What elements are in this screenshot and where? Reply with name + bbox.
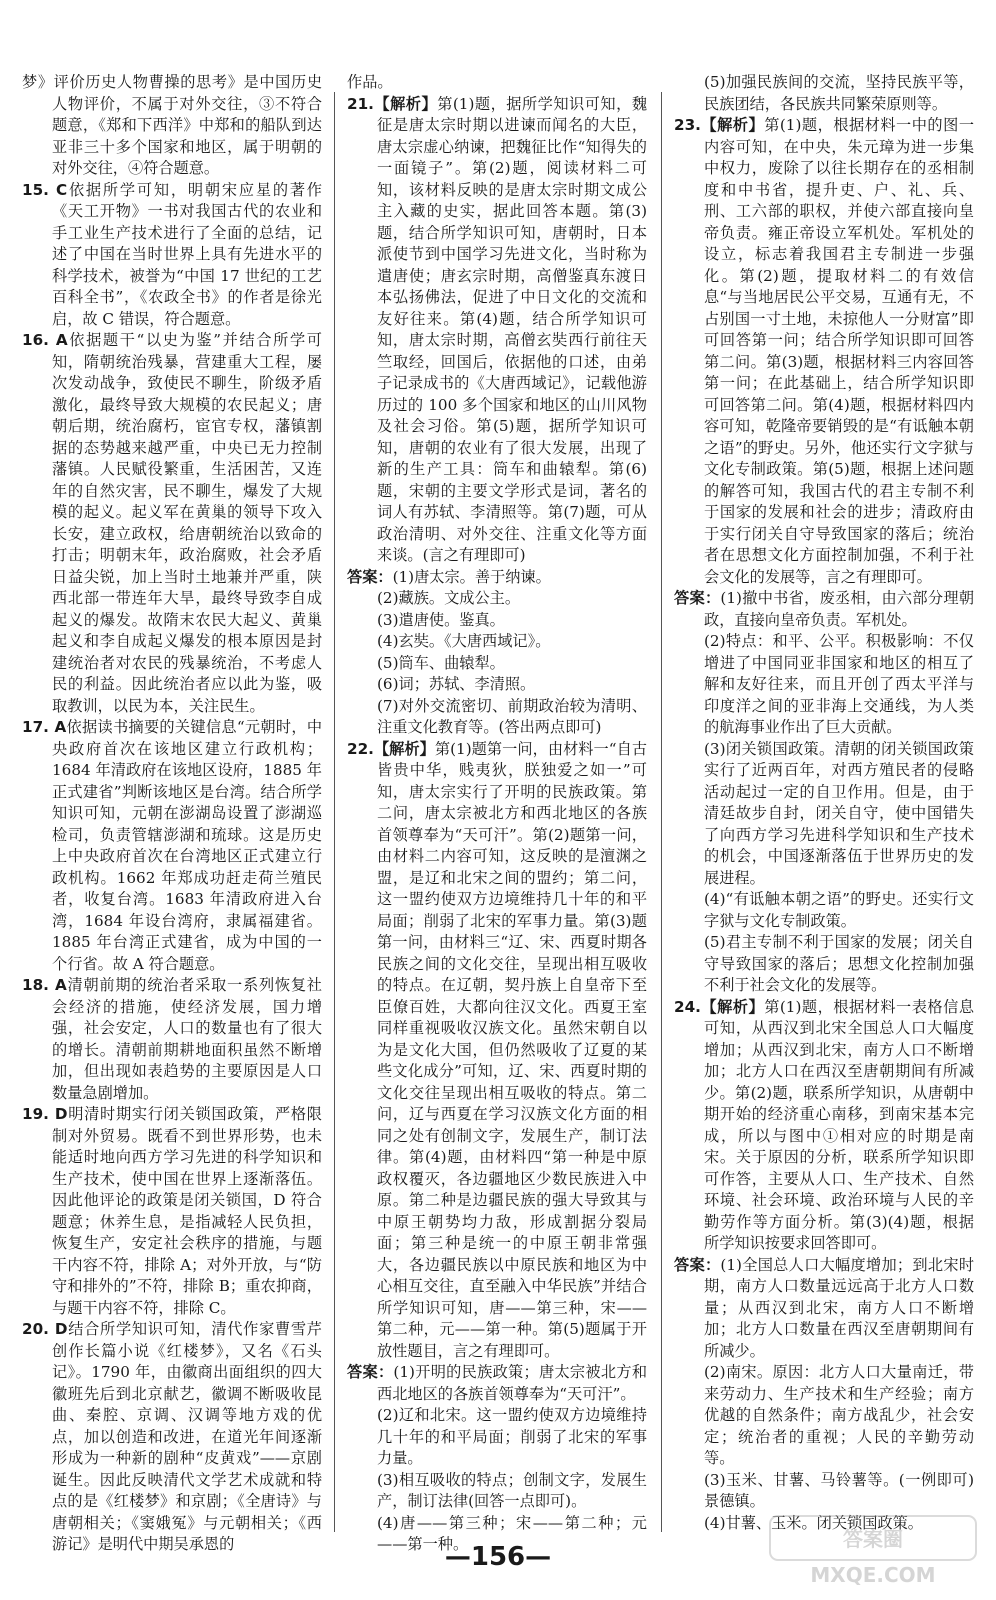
answer-label: 答案： — [347, 567, 393, 586]
question-item — [347, 739, 647, 1363]
answer-subitem: (4)“有诋触本朝之语”的野史。还实行文字狱与文化专制政策。 — [704, 890, 974, 930]
continued-text: 作品。 — [347, 73, 393, 91]
question-number: 19. D — [22, 1105, 68, 1123]
answer-label: 答案： — [347, 1363, 394, 1381]
column-middle — [347, 72, 648, 1553]
answer-subitem: (4)甘薯、玉米。闭关锁国政策。 — [704, 1513, 923, 1532]
question-text: 第(1)题，根据材料一表格信息可知，从西汉到北宋全国总人口大幅度增加；从西汉到北宋，南方人口不断增加；北方人口在西汉至唐朝期间有所减少。第(2)题，联系所学知识，从唐朝中期开始的经济重心南移，到南宋基本完成，所以与图中①相对应的时期是南宋。关于原因的分析，联系所学知识即可作答，主要从人口、生产技术、自然环境、社会环境、政治环境与人民的辛勤劳作等方面分析。第(3)(4)题，根据所学知识按要求回答即可。 — [704, 997, 975, 1252]
question-text: 结合所学知识可知，清代作家曹雪芹创作长篇小说《红楼梦》，又名《石头记》。1790 年，由徽商出面组织的四大徽班先后到北京献艺，徽调不断吸收昆曲、秦腔、京调、汉调等地方戏的优点，加以创造和改进，在道光年间逐渐形成为一种新的剧种“皮黄戏”——京剧诞生。因此反映清代文学艺术成就和特点的是《红楼梦》和京剧；《全唐诗》与唐朝相关；《窦娥冤》与元朝相关；《西游记》是明代中期吴承恩的 — [52, 1320, 322, 1553]
question-text: 明清时期实行闭关锁国政策，严格限制对外贸易。既看不到世界形势，也未能适时地向西方学习先进的科学知识和生产技术，使中国在世界上逐渐落伍。因此他评论的政策是闭关锁国，D 符合题意；休养生息，是指减轻人民负担，恢复生产，安定社会秩序的措施，与题干内容不符，排除 A；对外开放，与“防守和排外的”不符，排除 B；重农抑商，与题干内容不符，排除 C。 — [52, 1105, 322, 1317]
answer-item — [674, 1255, 974, 1363]
answer-subitem: (5)筒车、曲辕犁。 — [377, 653, 505, 672]
question-number: 20. D — [22, 1320, 68, 1338]
question-text: 第(1)题，据所学知识可知，魏征是唐太宗时期以进谏而闻名的大臣，唐太宗虚心纳谏，把魏征比作“知得失的一面镜子”。第(2)题，阅读材料二可知，该材料反映的是唐太宗时期文成公主入藏的史实，据此回答本题。第(3)题，结合所学知识可知，唐朝时，日本派使节到中国学习先进文化，当时称为遣唐使；唐玄宗时期，高僧鉴真东渡日本弘扬佛法，促进了中日文化的交流和友好往来。第(4)题，结合所学知识可知，唐太宗时期，高僧玄奘西行前往天竺取经，回国后，依据他的口述，由弟子记录成书的《大唐西域记》，记载他游历过的 100 多个国家和地区的山川风物及社会习俗。第(5)题，据所学知识可知，唐朝的农业有了很大发展，出现了新的生产工具：筒车和曲辕犁。第(6)题，宋朝的主要文学形式是词，著名的词人有苏轼、李清照等。第(7)题，可从政治清明、对外交往、注重文化等方面来谈。(言之有理即可) — [377, 94, 648, 564]
question-text: 依据题干“以史为鉴”并结合所学可知，隋朝统治残暴，营建重大工程，屡次发动战争，致使民不聊生，阶级矛盾激化，最终导致大规模的农民起义；唐朝后期，统治腐朽，宦官专权，藩镇割据的态势越来越严重，中央已无力控制藩镇。人民赋役繁重，生活困苦，又连年的自然灾害，民不聊生，爆发了大规模的起义。起义军在黄巢的领导下攻入长安，建立政权，给唐朝统治以致命的打击；明朝末年，政治腐败，社会矛盾日益尖锐，加上当时土地兼并严重，陕西北部一带连年大旱，最终导致李自成起义的爆发。故隋末农民大起义、黄巢起义和李自成起义爆发的根本原因是封建统治者对农民的残暴统治，不考虑人民的利益。因此统治者应以此为鉴，吸取教训，以民为本，关注民生。 — [52, 331, 322, 715]
watermark-logo — [768, 1514, 978, 1588]
question-number: 18. A — [22, 976, 67, 994]
answer-subitem: (4)唐——第三种；宋——第二种；元——第一种。 — [377, 1513, 647, 1553]
answer-subitem: (3)遣唐使。鉴真。 — [377, 610, 505, 629]
answer-subitem: (2)辽和北宋。这一盟约使双方边境维持几十年的和平局面；削弱了北宋的军事力量。 — [377, 1406, 647, 1467]
answer-text: (1)撤中书省，废丞相，由六部分理朝政，直接向皇帝负责。军机处。 — [704, 589, 975, 629]
question-item — [347, 94, 647, 567]
question-number: 16. A — [22, 331, 68, 349]
answer-label: 答案： — [674, 589, 721, 607]
question-item — [22, 180, 322, 331]
question-text: 第(1)题第一问，由材料一“自古皆贵中华，贱夷狄，朕独爱之如一”可知，唐太宗实行了开明的民族政策。第二问，唐太宗被北方和西北地区的各族首领尊奉为“天可汗”。第(2)题第一问，由材料二内容可知，这反映的是澶渊之盟，是辽和北宋之间的盟约；第二问，这一盟约使双方边境维持几十年的和平局面；削弱了北宋的军事力量。第(3)题第一问，由材料三“辽、宋、西夏时期各民族之间的文化交往，呈现出相互吸收的特点。在辽朝，契丹族上自皇帝下至臣僚百姓，大都向往汉文化。西夏王室同样重视吸收汉族文化。虽然宋朝自以为是文化大国，但仍然吸收了辽夏的某些文化成分”可知，辽、宋、西夏时期的文化交往呈现出相互吸收的特点。第二问，辽与西夏在学习汉族文化方面的相同之处有创制文字，发展生产，制订法律。第(4)题，由材料四“第一种是中原政权覆灭，各边疆地区少数民族进入中原。第二种是边疆民族的强大导致其与中原王朝势均力敌，形成割据分裂局面；第三种是统一的中原王朝非常强大，各边疆民族以中原民族和地区为中心相互交往，直至融入中华民族”并结合所学知识可知，唐——第三种，宋——第二种，元——第一种。第(5)题属于开放性题目，言之有理即可。 — [377, 739, 648, 1360]
question-number: 22.【解析】 — [347, 739, 435, 758]
answer-subitem: (5)君主专制不利于国家的发展；闭关自守导致国家的落后；思想文化控制加强不利于社会文化的发展等。 — [704, 933, 974, 994]
question-item — [22, 330, 322, 717]
answer-item — [674, 588, 974, 631]
column-divider — [661, 92, 662, 1532]
answer-subitem: (3)闭关锁国政策。清朝的闭关锁国政策实行了近两百年，对西方殖民者的侵略活动起过一定的自卫作用。但是，由于清廷故步自封，闭关自守，使中国错失了向西方学习先进科学知识和生产技术的机会，中国逐渐落伍于世界历史的发展进程。 — [704, 739, 974, 887]
answer-item — [347, 1362, 647, 1405]
answer-text: (1)开明的民族政策；唐太宗被北方和西北地区的各族首领尊奉为“天可汗”。 — [377, 1363, 648, 1403]
question-item — [22, 1319, 322, 1556]
watermark-bottom: MXQE.COM — [810, 1563, 936, 1587]
question-text: 依据读书摘要的关键信息“元朝时，中央政府首次在该地区建立行政机构；1684 年清政府在该地区设府，1885 年正式建省”判断该地区是台湾。结合所学知识可知，元朝在澎湖岛设置了澎湖巡检司，负责管辖澎湖和琉球。这是历史上中央政府首次在台湾地区正式建立行政机构。1662 年郑成功赶走荷兰殖民者，收复台湾。1683 年清政府进入台湾，1684 年设台湾府，隶属福建省。1885 年台湾正式建省，成为中国的一个行省。故 A 符合题意。 — [52, 718, 323, 973]
page-number: —156— — [444, 1542, 552, 1572]
column-divider — [334, 92, 335, 1532]
column-right — [674, 72, 975, 1532]
question-number: 15. C — [22, 180, 68, 199]
answer-subitem: (6)词；苏轼、李清照。 — [377, 675, 536, 693]
watermark-top: 答案圈 — [843, 1527, 903, 1551]
answer-text: (1)唐太宗。善于纳谏。 — [392, 567, 551, 586]
answer-text: (1)全国总人口大幅度增加；到北宋时期，南方人口数量远远高于北方人口数量；从西汉到北宋，南方人口不断增加；北方人口数量在西汉至唐朝期间有所减少。 — [704, 1255, 975, 1360]
answer-label: 答案： — [674, 1255, 721, 1274]
answer-item — [347, 567, 647, 589]
answer-subitem: (4)玄奘。《大唐西域记》。 — [377, 632, 551, 650]
answer-subitem: (7)对外交流密切、前期政治较为清明、注重文化教育等。(答出两点即可) — [377, 696, 647, 736]
question-text: 依据所学可知，明朝宋应星的著作《天工开物》一书对我国古代的农业和手工业生产技术进行了全面的总结，记述了中国在当时世界上具有先进水平的科学技术，被誉为“中国 17 世纪的工艺百科全书”，《农政全书》的作者是徐光启，故 C 错误，符合题意。 — [52, 180, 322, 328]
question-item — [674, 115, 974, 588]
column-left — [22, 72, 323, 1553]
question-number: 23.【解析】 — [674, 116, 765, 134]
answer-subitem: (2)南宋。原因：北方人口大量南迁，带来劳动力、生产技术和生产经验；南方优越的自然条件；南方战乱少，社会安定；统治者的重视；人民的辛勤劳动等。 — [704, 1363, 974, 1467]
answer-subitem: (2)特点：和平、公平。积极影响：不仅增进了中国同亚非国家和地区的相互了解和友好往来，而且开创了西太平洋与印度洋之间的亚非海上交通线，为人类的航海事业作出了巨大贡献。 — [704, 632, 974, 736]
question-text: 第(1)题，根据材料一中的图一内容可知，在中央，朱元璋为进一步集中权力，废除了以往长期存在的丞相制度和中书省，提升吏、户、礼、兵、刑、工六部的职权，并使六部直接向皇帝负责。雍正帝设立军机处。军机处的设立，标志着我国君主专制进一步强化。第(2)题，提取材料二的有效信息“与当地居民公平交易，互通有无，不占别国一寸土地，未掠他人一分财富”即可回答第一问；结合所学知识即可回答第二问。第(3)题，根据材料三内容回答第一问；在此基础上，结合所学知识即可回答第二问。第(4)题，根据材料四内容可知，乾隆帝要销毁的是“有诋触本朝之语”的野史。另外，他还实行文字狱与文化专制政策。第(5)题，根据上述问题的解答可知，我国古代的君主专制不利于国家的发展和社会的进步；清政府由于实行闭关自守导致国家的落后；统治者在思想文化方面控制加强，不利于社会文化的发展等，言之有理即可。 — [704, 116, 975, 586]
question-item — [22, 717, 322, 975]
question-item — [22, 975, 322, 1104]
continued-text: 梦》评价历史人物曹操的思考》是中国历史人物评价，不属于对外交往，③不符合题意，《郑和下西洋》中郑和的船队到达亚非三十多个国家和地区，属于明朝的对外交往，④符合题意。 — [22, 73, 322, 177]
question-text: 清朝前期的统治者采取一系列恢复社会经济的措施，使经济发展，国力增强，社会安定，人口的数量也有了很大的增长。清朝前期耕地面积虽然不断增加，但出现如表趋势的主要原因是人口数量急剧增加。 — [52, 976, 322, 1102]
question-item — [22, 1104, 322, 1319]
question-number: 24.【解析】 — [674, 997, 765, 1016]
answer-subitem: (3)玉米、甘薯、马铃薯等。(一例即可)景德镇。 — [704, 1470, 974, 1510]
question-item — [674, 997, 974, 1255]
answer-subitem: (5)加强民族间的交流，坚持民族平等，民族团结，各民族共同繁荣原则等。 — [704, 73, 974, 113]
question-number: 17. A — [22, 718, 67, 736]
question-number: 21.【解析】 — [347, 94, 438, 113]
answer-subitem: (2)藏族。文成公主。 — [377, 589, 521, 607]
answer-subitem: (3)相互吸收的特点；创制文字，发展生产，制订法律(回答一点即可)。 — [377, 1470, 647, 1510]
